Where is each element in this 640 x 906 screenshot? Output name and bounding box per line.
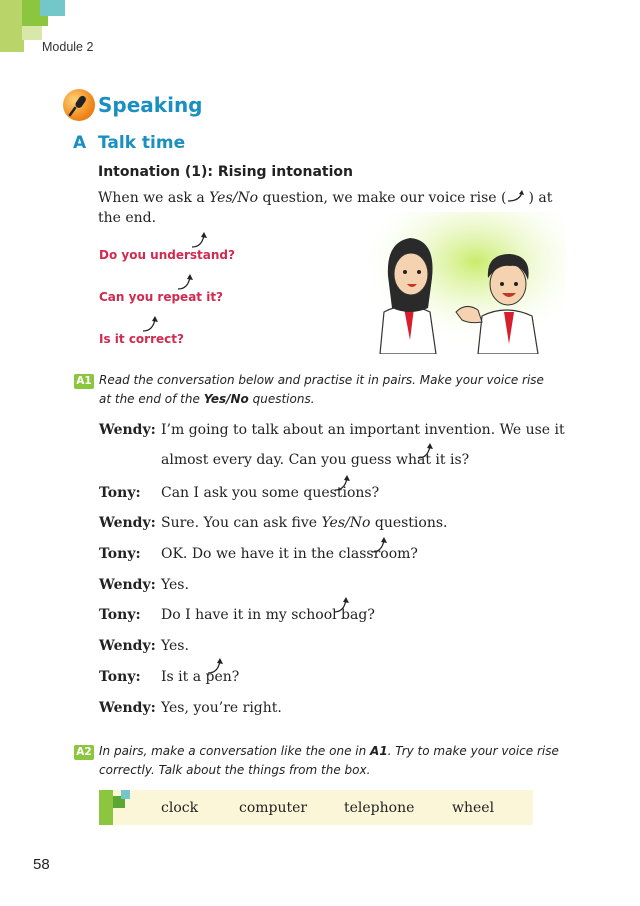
task-a2-instructions: In pairs, make a conversation like the one in A1. Try to make your voice rise correctly. Talk about the things from the box. xyxy=(99,744,559,777)
microphone-icon xyxy=(63,89,95,121)
example-question: Can you repeat it? xyxy=(99,290,224,304)
section-heading: Speaking xyxy=(98,93,203,117)
word-item: computer xyxy=(239,800,308,816)
dialogue-line: Yes. xyxy=(161,577,189,593)
speaker-label: Wendy: xyxy=(99,422,156,438)
example-question: Do you understand? xyxy=(99,248,235,262)
section-letter: A xyxy=(73,133,87,153)
speaker-label: Wendy: xyxy=(99,515,156,531)
module-label: Module 2 xyxy=(42,40,94,54)
dialogue-line: almost every day. Can you guess what it is? xyxy=(161,452,470,468)
corner-squares-icon xyxy=(99,790,135,825)
speaker-label: Wendy: xyxy=(99,638,156,654)
section-title: Talk time xyxy=(98,133,186,153)
speaker-label: Tony: xyxy=(99,669,141,685)
rising-arrow-icon xyxy=(506,189,528,203)
task-badge-a2: A2 xyxy=(74,745,94,760)
dialogue-line: I’m going to talk about an important invention. We use it xyxy=(161,422,565,438)
speaker-label: Tony: xyxy=(99,546,141,562)
speaker-label: Wendy: xyxy=(99,700,156,716)
dialogue-line: Yes, you’re right. xyxy=(161,700,282,716)
example-question: Is it correct? xyxy=(99,332,184,346)
task-a1-instructions: Read the conversation below and practise it in pairs. Make your voice rise at the end of the Yes/No questions. xyxy=(99,373,544,406)
rising-arrow-icon xyxy=(190,229,210,249)
word-item: wheel xyxy=(452,800,495,816)
page-number: 58 xyxy=(33,856,50,873)
dialogue-line: Is it a pen? xyxy=(161,669,240,685)
task-badge-a1: A1 xyxy=(74,374,94,389)
dialogue-line: Sure. You can ask five Yes/No questions. xyxy=(161,515,448,531)
dialogue-line: Yes. xyxy=(161,638,189,654)
rising-arrow-icon xyxy=(141,313,161,333)
speaker-label: Tony: xyxy=(99,607,141,623)
word-box xyxy=(99,790,533,825)
rising-arrow-icon xyxy=(176,271,196,291)
intro-paragraph: When we ask a Yes/No question, we make our voice rise ( ) at the end. xyxy=(98,190,553,226)
students-illustration xyxy=(366,212,566,354)
word-item: telephone xyxy=(344,800,415,816)
intonation-heading: Intonation (1): Rising intonation xyxy=(98,164,354,180)
speaker-label: Tony: xyxy=(99,485,141,501)
dialogue-line: OK. Do we have it in the classroom? xyxy=(161,546,418,562)
speaker-label: Wendy: xyxy=(99,577,156,593)
dialogue-line: Can I ask you some questions? xyxy=(161,485,380,501)
word-item: clock xyxy=(161,800,199,816)
dialogue-line: Do I have it in my school bag? xyxy=(161,607,375,623)
